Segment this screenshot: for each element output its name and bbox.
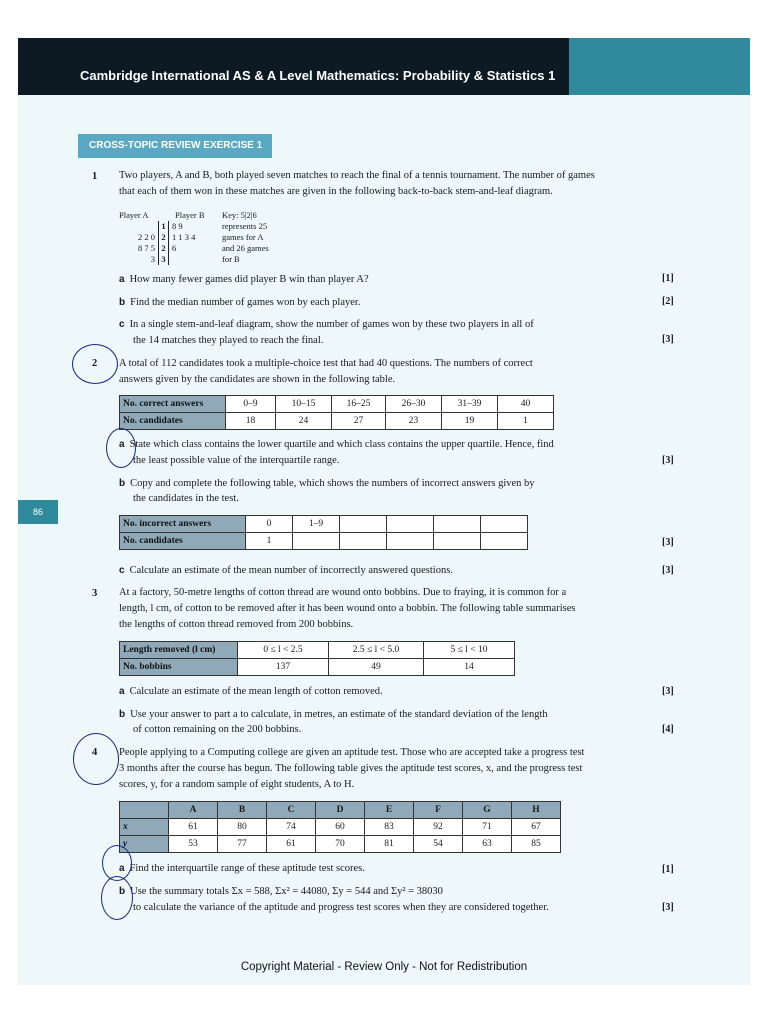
table-cell: 14 [424,659,515,676]
part-text: Find the median number of games won by each player. [130,297,361,308]
table-cell: 61 [169,819,218,836]
part-label: b [119,886,126,897]
ink-circle-mark [73,733,119,785]
table-header-cell: y [120,836,169,853]
table-cell: 63 [463,836,512,853]
key-line: represents 25 [222,221,268,231]
question-1-line2: that each of them won in these matches are given in the following back-to-back stem-and-leaf diagram. [119,186,553,197]
table-cell: 137 [238,659,329,676]
table-cell: 60 [316,819,365,836]
key-line: for B [222,254,240,264]
book-title: Cambridge International AS & A Level Mathematics: Probability & Statistics 1 [80,68,556,83]
table-row [120,659,515,676]
leaves-a: 3 [119,254,159,265]
question-1-number: 1 [92,171,98,182]
question-1a [119,272,369,288]
cotton-length-table [119,641,515,676]
table-cell: 1 [498,413,554,430]
question-2b-line2: the candidates in the test. [133,493,239,504]
table-cell [293,533,340,550]
leaves-b [169,254,217,265]
stem: 1 [159,221,169,232]
part-label: a [119,863,125,874]
part-text: Use the summary totals Σx = 588, Σx² = 44080, Σy = 544 and Σy² = 38030 [130,886,443,897]
ink-circle-mark [72,344,118,384]
question-3b [119,707,548,723]
table-cell: 53 [169,836,218,853]
stem: 3 [159,254,169,265]
question-2-line1: A total of 112 candidates took a multiple-choice test that had 40 questions. The numbers of correct [119,358,533,369]
table-row [120,413,554,430]
question-4b [119,884,443,900]
marks-3b: [4] [662,724,674,735]
question-2-number: 2 [92,358,98,369]
table-row [120,836,561,853]
part-text: In a single stem-and-leaf diagram, show the number of games won by these two players in all of [129,319,534,330]
copyright-footer: Copyright Material - Review Only - Not for Redistribution [240,961,528,973]
table-header-cell: No. correct answers [120,396,226,413]
table-header-cell: No. incorrect answers [120,516,246,533]
question-2-line2: answers given by the candidates are shown in the following table. [119,374,396,385]
table-header-cell: C [267,802,316,819]
key-line: Key: 5|2|6 [222,210,257,220]
table-header-cell: x [120,819,169,836]
leaves-a [119,221,159,232]
table-cell: 54 [414,836,463,853]
table-header-cell: No. bobbins [120,659,238,676]
table-header-cell: A [169,802,218,819]
marks-1c: [3] [662,334,674,345]
part-label: b [119,709,126,720]
stem-leaf-header [119,210,219,221]
part-label: c [119,565,125,576]
table-header-row [120,802,561,819]
table-header-cell: B [218,802,267,819]
question-3-number: 3 [92,588,98,599]
table-header-cell: No. candidates [120,413,226,430]
table-cell: 1 [246,533,293,550]
key-line: games for A [222,232,264,242]
question-4-line2: 3 months after the course has begun. The following table gives the aptitude test scores, x, and the progress test [119,763,583,774]
question-1b [119,295,360,311]
table-row [120,396,554,413]
part-text: Use your answer to part a to calculate, in metres, an estimate of the standard deviation of the length [130,709,548,720]
marks-4b: [3] [662,902,674,913]
question-3-line2: length, l cm, of cotton to be removed after it has been wound onto a bobbin. The following table summarises [119,603,576,614]
question-4b-line2: to calculate the variance of the aptitude and progress test scores when they are considered together. [133,902,549,913]
stem-leaf-row [119,221,219,232]
table-cell: 0 [246,516,293,533]
table-cell: 67 [512,819,561,836]
question-4-line3: scores, y, for a random sample of eight students, A to H. [119,779,355,790]
table-cell: 0–9 [226,396,276,413]
table-cell [387,533,434,550]
correct-answers-table [119,395,554,430]
question-3b-line2: of cotton remaining on the 200 bobbins. [133,724,302,735]
player-b-heading: Player B [175,210,205,220]
book-header [18,38,750,95]
stem-leaf-row [119,232,219,243]
table-cell: 71 [463,819,512,836]
stem-leaf-key [222,210,284,265]
section-tag: CROSS-TOPIC REVIEW EXERCISE 1 [78,134,272,158]
part-label: b [119,478,126,489]
incorrect-answers-table [119,515,528,550]
marks-1b: [2] [662,296,674,307]
table-row [120,533,528,550]
ink-circle-mark [106,428,136,468]
table-cell [340,533,387,550]
table-cell: 80 [218,819,267,836]
page-number: 86 [18,500,58,524]
question-3-line1: At a factory, 50-metre lengths of cotton thread are wound onto bobbins. Due to fraying, it is common for a [119,587,567,598]
table-cell [387,516,434,533]
table-cell: 49 [329,659,424,676]
table-cell [481,516,528,533]
table-cell: 2.5 ≤ l < 5.0 [329,642,424,659]
part-label: a [119,439,125,450]
table-row [120,516,528,533]
player-a-heading: Player A [119,210,149,220]
leaves-b: 1 1 3 4 [172,232,196,242]
table-header-cell: G [463,802,512,819]
table-cell: 92 [414,819,463,836]
question-3-line3: the lengths of cotton thread removed from 200 bobbins. [119,619,354,630]
part-text: Calculate an estimate of the mean number of incorrectly answered questions. [129,565,453,576]
table-row [120,642,515,659]
aptitude-scores-table [119,801,561,853]
table-cell [434,516,481,533]
table-cell: 77 [218,836,267,853]
table-row [120,819,561,836]
part-label: c [119,319,125,330]
table-cell [434,533,481,550]
table-header-cell: Length removed (l cm) [120,642,238,659]
question-2a [119,437,554,453]
part-text: State which class contains the lower quartile and which class contains the upper quartile. Hence, find [129,439,554,450]
stem-leaf-row [119,243,219,254]
marks-2b: [3] [662,537,674,548]
table-cell: 10–15 [276,396,332,413]
question-4-line1: People applying to a Computing college are given an aptitude test. Those who are accepted take a progress test [119,747,585,758]
ink-circle-mark [101,876,133,920]
marks-2a: [3] [662,455,674,466]
table-cell: 61 [267,836,316,853]
question-1c [119,317,534,333]
table-cell: 0 ≤ l < 2.5 [238,642,329,659]
table-cell: 85 [512,836,561,853]
table-cell: 81 [365,836,414,853]
stem-leaf-diagram [119,210,219,265]
question-1c-line2: the 14 matches they played to reach the final. [133,335,324,346]
question-3a [119,684,383,700]
header-accent-band [569,38,750,95]
table-cell: 31–39 [442,396,498,413]
table-cell [481,533,528,550]
part-text: Find the interquartile range of these aptitude test scores. [129,863,365,874]
table-header-cell: E [365,802,414,819]
table-cell: 16–25 [332,396,386,413]
marks-1a: [1] [662,273,674,284]
stem: 2 [159,232,169,243]
marks-3a: [3] [662,686,674,697]
part-text: Calculate an estimate of the mean length of cotton removed. [129,686,383,697]
table-header-cell: H [512,802,561,819]
table-cell: 18 [226,413,276,430]
leaves-b: 6 [172,243,177,253]
question-1-line1: Two players, A and B, both played seven matches to reach the final of a tennis tournament. The number of games [119,170,595,181]
table-cell: 1–9 [293,516,340,533]
part-text: Copy and complete the following table, which shows the numbers of incorrect answers given by [130,478,535,489]
part-label: a [119,274,125,285]
stem: 2 [159,243,169,254]
question-4-number: 4 [92,747,98,758]
table-cell: 40 [498,396,554,413]
question-2c [119,563,453,579]
table-header-cell: No. candidates [120,533,246,550]
question-2b [119,476,535,492]
marks-4a: [1] [662,864,674,875]
leaves-a: 2 2 0 [119,232,159,243]
table-cell: 83 [365,819,414,836]
table-cell: 24 [276,413,332,430]
part-label: a [119,686,125,697]
table-header-cell: D [316,802,365,819]
table-cell: 27 [332,413,386,430]
leaves-b: 8 9 [172,221,183,231]
part-label: b [119,297,126,308]
table-cell: 70 [316,836,365,853]
stem-leaf-row [119,254,219,265]
table-header-cell [120,802,169,819]
marks-2c: [3] [662,565,674,576]
question-4a [119,861,365,877]
key-line: and 26 games [222,243,269,253]
part-text: How many fewer games did player B win than player A? [129,274,369,285]
table-cell [340,516,387,533]
question-2a-line2: the least possible value of the interquartile range. [133,455,340,466]
table-cell: 23 [386,413,442,430]
table-cell: 19 [442,413,498,430]
table-cell: 74 [267,819,316,836]
table-cell: 5 ≤ l < 10 [424,642,515,659]
leaves-a: 8 7 5 [119,243,159,254]
table-cell: 26–30 [386,396,442,413]
table-header-cell: F [414,802,463,819]
